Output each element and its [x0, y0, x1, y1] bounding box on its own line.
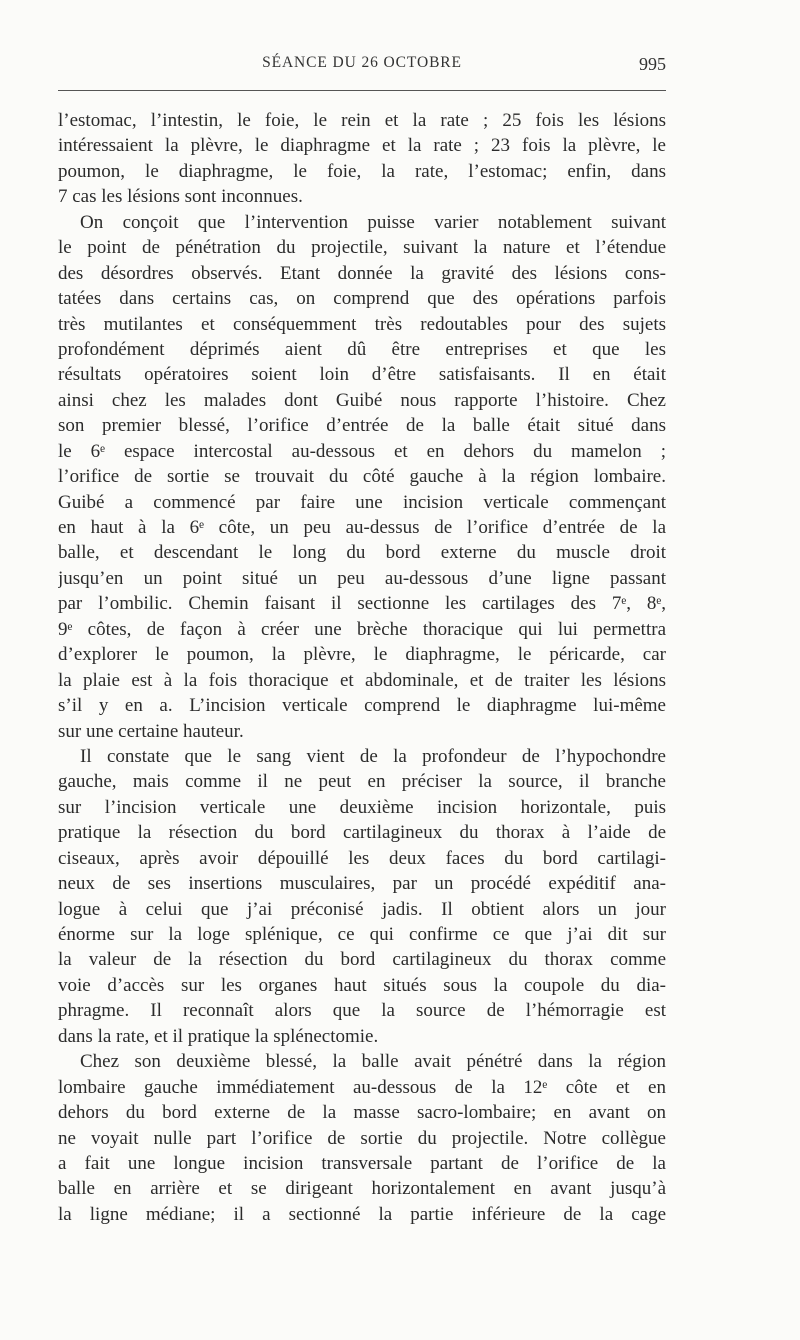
text-line: tatées dans certains cas, on comprend que des opérations parfois [58, 288, 666, 310]
text-line: balle, et descendant le long du bord externe du muscle droit [58, 542, 666, 564]
text-line: poumon, le diaphragme, le foie, la rate, l’estomac; enfin, dans [58, 160, 666, 182]
text-line: 9ᵉ côtes, de façon à créer une brèche thoracique qui lui permettra [58, 618, 666, 640]
text-line: On conçoit que l’intervention puisse varier notablement suivant [80, 211, 666, 233]
text-line: la ligne médiane; il a sectionné la partie inférieure de la cage [58, 1203, 666, 1225]
text-line: Il constate que le sang vient de la profondeur de l’hypochondre [80, 745, 666, 767]
text-line: d’explorer le poumon, la plèvre, le diaphragme, le péricarde, car [58, 644, 666, 666]
text-line: des désordres observés. Etant donnée la gravité des lésions cons- [58, 262, 666, 284]
text-line: phragme. Il reconnaît alors que la source de l’hémorragie est [58, 1000, 666, 1022]
page-number: 995 [639, 54, 666, 74]
text-line: lombaire gauche immédiatement au-dessous de la 12ᵉ côte et en [58, 1076, 666, 1098]
text-line: en haut à la 6ᵉ côte, un peu au-dessus de l’orifice d’entrée de la [58, 517, 666, 538]
text-line: le point de pénétration du projectile, suivant la nature et l’étendue [58, 237, 666, 259]
text-line: résultats opératoires soient loin d’être satisfaisants. Il en était [58, 364, 666, 386]
text-line: la valeur de la résection du bord cartilagineux du thorax comme [58, 949, 666, 971]
text-line: voie d’accès sur les organes haut situés sous la coupole du dia- [58, 974, 666, 996]
text-line: 7 cas les lésions sont inconnues. [58, 186, 303, 208]
running-head: SÉANCE DU 26 OCTOBRE [262, 54, 462, 71]
body-text [58, 108, 666, 1227]
text-line: sur une certaine hauteur. [58, 720, 244, 742]
text-line: l’orifice de sortie se trouvait du côté gauche à la région lombaire. [58, 466, 666, 488]
text-line: a fait une longue incision transversale partant de l’orifice de la [58, 1152, 666, 1174]
text-line: gauche, mais comme il ne peut en préciser la source, il branche [58, 771, 666, 793]
text-line: dans la rate, et il pratique la splénectomie. [58, 1025, 379, 1047]
text-line: la plaie est à la fois thoracique et abdominale, et de traiter les lésions [58, 669, 666, 691]
text-line: neux de ses insertions musculaires, par un procédé expéditif ana- [58, 873, 666, 895]
text-line: jusqu’en un point situé un peu au-dessous d’une ligne passant [58, 567, 666, 589]
text-line: sur l’incision verticale une deuxième incision horizontale, puis [58, 796, 666, 818]
text-line: très mutilantes et conséquemment très redoutables pour des sujets [58, 313, 666, 335]
text-line: ciseaux, après avoir dépouillé les deux faces du bord cartilagi- [58, 847, 666, 869]
text-line: intéressaient la plèvre, le diaphragme et la rate ; 23 fois la plèvre, le [58, 135, 666, 157]
text-line: ainsi chez les malades dont Guibé nous rapporte l’histoire. Chez [58, 389, 666, 411]
text-line: énorme sur la loge splénique, ce qui confirme ce que j’ai dit sur [58, 924, 666, 945]
text-line: ne voyait nulle part l’orifice de sortie du projectile. Notre collègue [58, 1127, 666, 1149]
text-line: logue à celui que j’ai préconisé jadis. Il obtient alors un jour [58, 898, 666, 920]
text-line: le 6ᵉ espace intercostal au-dessous et en dehors du mamelon ; [58, 440, 666, 462]
text-line: dehors du bord externe de la masse sacro-lombaire; en avant on [58, 1102, 666, 1124]
text-line: balle en arrière et se dirigeant horizontalement en avant jusqu’à [58, 1178, 666, 1200]
text-line: s’il y en a. L’incision verticale comprend le diaphragme lui-même [58, 695, 666, 717]
text-line: son premier blessé, l’orifice d’entrée de la balle était situé dans [58, 415, 666, 437]
text-line: pratique la résection du bord cartilagineux du thorax à l’aide de [58, 822, 666, 844]
text-line: l’estomac, l’intestin, le foie, le rein et la rate ; 25 fois les lésions [58, 110, 666, 131]
text-line: Chez son deuxième blessé, la balle avait pénétré dans la région [80, 1051, 666, 1073]
text-line: profondément déprimés aient dû être entreprises et que les [58, 338, 666, 360]
page-header [58, 54, 666, 80]
text-line: par l’ombilic. Chemin faisant il sectionne les cartilages des 7ᵉ, 8ᵉ, [58, 593, 666, 615]
text-line: Guibé a commencé par faire une incision verticale commençant [58, 491, 666, 513]
header-rule [58, 90, 666, 91]
